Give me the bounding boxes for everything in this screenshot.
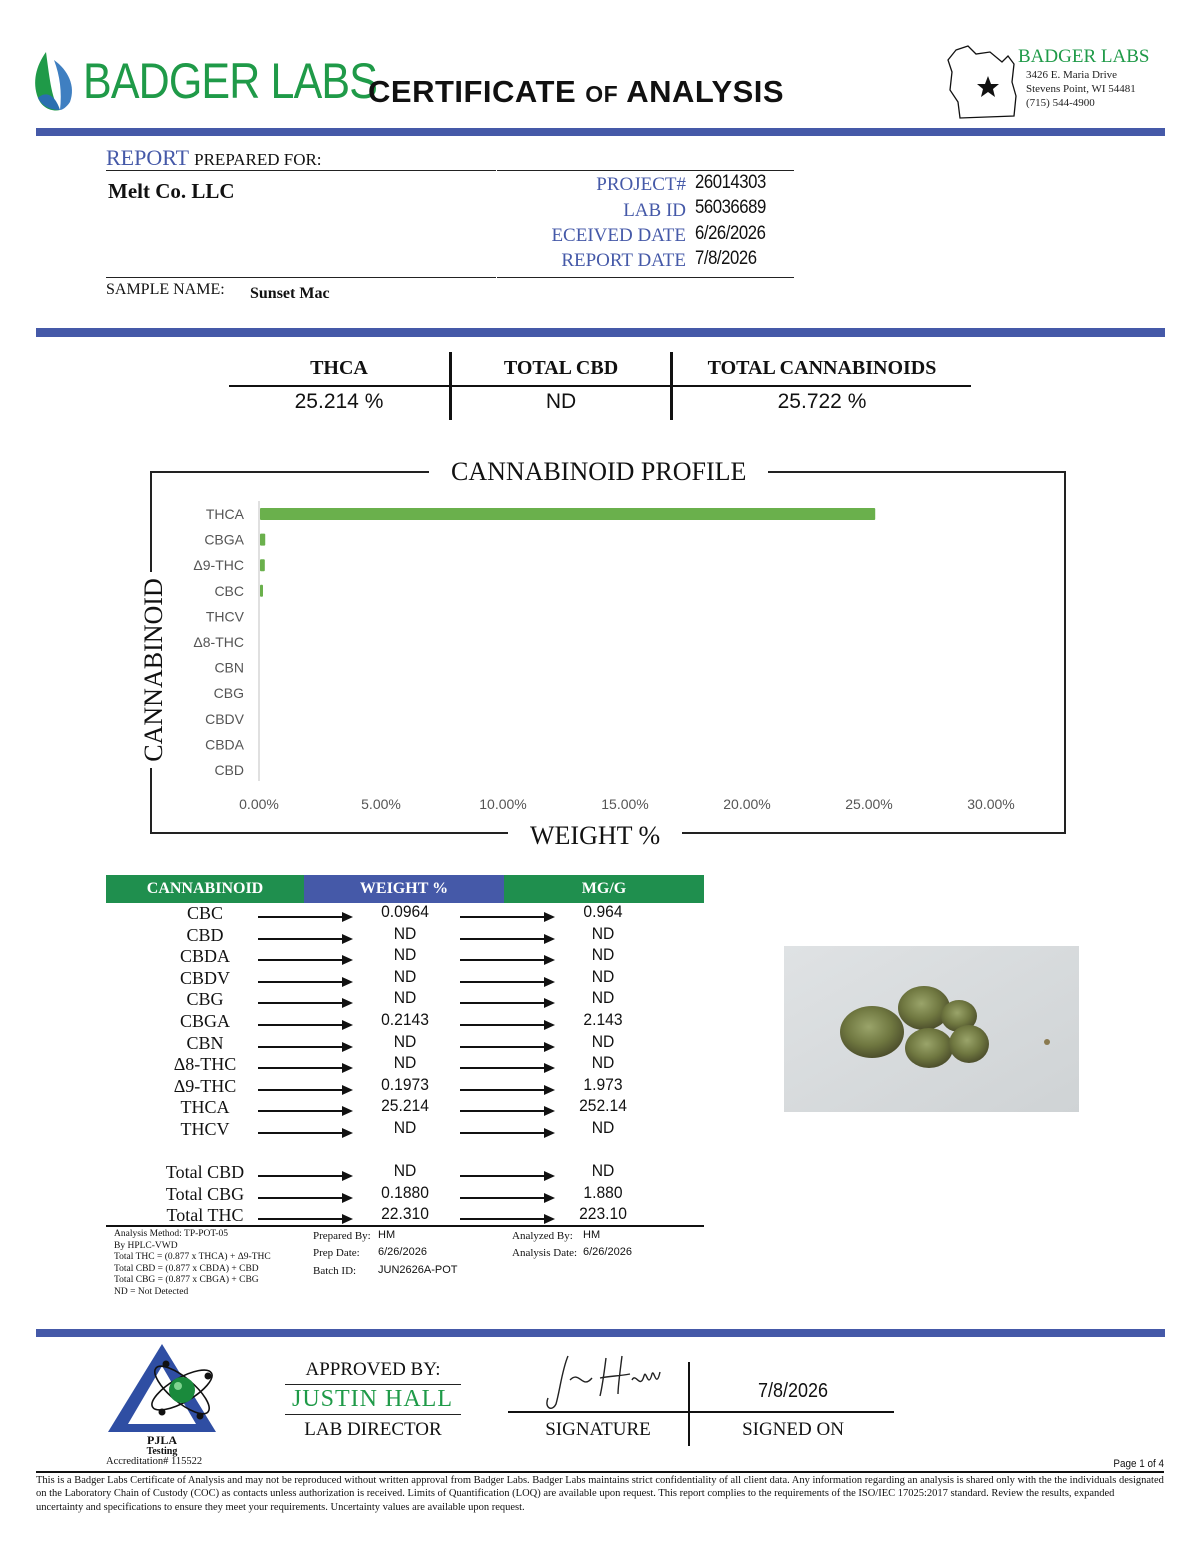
result-name: CBDV xyxy=(179,967,230,988)
row-arrow xyxy=(258,1171,353,1181)
chart-x-tick-label: 25.00% xyxy=(845,796,893,812)
chart-x-tick-label: 30.00% xyxy=(967,796,1015,812)
pjla-logo-icon xyxy=(104,1340,220,1436)
cannabinoid-bar-chart xyxy=(150,471,1066,834)
summary-thca-value: 25.214 % xyxy=(294,390,384,413)
prepared-by-value: HM xyxy=(378,1229,396,1241)
row-arrow xyxy=(460,1128,555,1138)
result-name: CBGA xyxy=(179,1011,230,1031)
row-arrow xyxy=(258,1193,353,1203)
divider xyxy=(106,170,496,171)
result-name: THCA xyxy=(180,1097,230,1118)
lab-address-line2: Stevens Point, WI 54481 xyxy=(1026,83,1136,95)
result-name: CBC xyxy=(186,903,224,923)
title-certificate: CERTIFICATE xyxy=(368,74,577,109)
title-of: OF xyxy=(585,81,619,107)
footer-rule xyxy=(36,1329,1165,1337)
result-weight: ND xyxy=(393,1053,417,1073)
result-mgg: 1.973 xyxy=(583,1074,623,1094)
row-arrow xyxy=(258,1042,353,1052)
divider xyxy=(106,277,496,278)
divider xyxy=(285,1384,461,1385)
lab-phone: (715) 544-4900 xyxy=(1026,97,1095,109)
chart-category-label: Δ9-THC xyxy=(193,557,244,574)
row-arrow xyxy=(460,1171,555,1181)
method-note: Total CBD = (0.877 x CBDA) + CBD xyxy=(114,1263,259,1274)
lab-id-label: LAB ID xyxy=(623,200,686,221)
total-name: Total CBD xyxy=(165,1162,245,1182)
chart-bar-cbc xyxy=(260,585,263,597)
signed-on-label: SIGNED ON xyxy=(742,1419,844,1440)
chart-bar-cbga xyxy=(260,534,265,546)
result-mgg: 0.964 xyxy=(583,902,623,921)
result-name: Δ9-THC xyxy=(173,1075,237,1096)
chart-bar-thca xyxy=(260,508,875,520)
result-name: CBD xyxy=(186,924,224,945)
disclaimer-rule xyxy=(36,1471,1164,1473)
total-name: Total CBG xyxy=(165,1183,245,1204)
chart-category-label: CBC xyxy=(214,582,244,599)
disclaimer-text: This is a Badger Labs Certificate of Analysis and may not be reproduced without written approval from Badger Labs. Badger Labs maintains strict confidentiality of all client data. Any information regarding an analysis is shared only with the the individuals designated on the Laboratory Chain of Custody (COC) as contacts unless authorization is received. Limits of Quantification (LOQ) are available upon request. This report complies to the requirements of the ISO/IEC 17025:2017 standard. Review the results, expanded uncertainty and specifications to ensure they meet your requirements. Uncertainty values are available upon request. xyxy=(36,1475,1164,1513)
header-rule xyxy=(36,128,1165,136)
result-mgg: 2.143 xyxy=(583,1010,623,1029)
row-arrow xyxy=(460,912,555,922)
result-weight: ND xyxy=(393,988,417,1008)
row-arrow xyxy=(460,1106,555,1116)
result-mgg: ND xyxy=(591,945,615,965)
chart-x-label: WEIGHT % xyxy=(508,821,682,851)
client-name: Melt Co. LLC xyxy=(108,179,235,203)
chart-y-label: CANNABINOID xyxy=(139,572,169,767)
project-value: 26014303 xyxy=(695,172,766,193)
method-note: By HPLC-VWD xyxy=(114,1240,178,1251)
col-header-weight: WEIGHT % xyxy=(304,875,504,903)
row-arrow xyxy=(258,1063,353,1073)
row-arrow xyxy=(258,934,353,944)
chart-category-label: CBD xyxy=(214,762,244,778)
sample-photo xyxy=(784,946,1079,1112)
result-mgg: 223.10 xyxy=(579,1204,627,1224)
prep-date-label: Prep Date: xyxy=(313,1247,360,1259)
summary-total-cbd-label: TOTAL CBD xyxy=(503,357,619,379)
divider xyxy=(497,277,794,278)
result-mgg: 1.880 xyxy=(583,1182,623,1202)
divider xyxy=(285,1414,461,1415)
result-mgg: ND xyxy=(591,988,615,1008)
results-bottom-rule xyxy=(106,1225,704,1227)
method-note: ND = Not Detected xyxy=(114,1287,189,1297)
chart-bar-δ9-thc xyxy=(260,559,265,571)
chart-x-tick-label: 10.00% xyxy=(479,796,527,812)
pjla-name: PJLA xyxy=(147,1433,177,1447)
row-arrow xyxy=(460,998,555,1008)
chart-category-label: THCV xyxy=(205,608,244,625)
result-weight: ND xyxy=(393,1118,417,1137)
batch-id-label: Batch ID: xyxy=(313,1265,357,1277)
summary-total-cbd-value: ND xyxy=(545,390,577,413)
summary-total-cannabinoids-label: TOTAL CANNABINOIDS xyxy=(707,357,937,379)
row-arrow xyxy=(258,1214,353,1224)
analyzed-by-label: Analyzed By: xyxy=(512,1230,573,1242)
pjla-sub: Testing xyxy=(146,1446,178,1457)
result-weight: 0.1973 xyxy=(381,1074,429,1094)
method-note: Total THC = (0.877 x THCA) + Δ9-THC xyxy=(114,1252,271,1263)
row-arrow xyxy=(258,998,353,1008)
brand-logo-leaf-icon xyxy=(32,52,80,112)
method-note: Total CBG = (0.877 x CBGA) + CBG xyxy=(114,1275,259,1286)
wisconsin-map-icon xyxy=(946,42,1022,122)
document-title xyxy=(368,74,784,110)
summary-rule xyxy=(229,385,971,387)
section-rule xyxy=(36,328,1165,337)
method-note: Analysis Method: TP-POT-05 xyxy=(114,1229,229,1239)
row-arrow xyxy=(460,1020,555,1030)
lab-id-value: 56036689 xyxy=(695,197,766,218)
result-mgg: ND xyxy=(591,923,615,943)
chart-category-label: CBG xyxy=(213,685,244,702)
col-header-mgg: MG/G xyxy=(504,875,704,903)
row-arrow xyxy=(460,1214,555,1224)
result-weight: 22.310 xyxy=(381,1204,429,1224)
prepared-for-heading xyxy=(106,145,322,171)
project-label: PROJECT# xyxy=(596,174,686,195)
result-name: CBDA xyxy=(179,946,230,967)
result-mgg: 252.14 xyxy=(579,1096,627,1116)
approver-name: JUSTIN HALL xyxy=(292,1386,453,1412)
result-mgg: ND xyxy=(591,1053,615,1073)
chart-x-tick-label: 5.00% xyxy=(361,796,401,812)
report-date-value: 7/8/2026 xyxy=(695,248,757,269)
sample-name-label: SAMPLE NAME: xyxy=(106,281,225,298)
sample-name: Sunset Mac xyxy=(250,285,330,302)
row-arrow xyxy=(258,955,353,965)
report-word: REPORT xyxy=(106,145,189,170)
result-weight: ND xyxy=(393,923,417,943)
row-arrow xyxy=(460,1042,555,1052)
lab-name: BADGER LABS xyxy=(1018,46,1150,67)
page-number: Page 1 of 4 xyxy=(1113,1458,1164,1470)
total-name: Total THC xyxy=(166,1205,244,1226)
analysis-date-value: 6/26/2026 xyxy=(583,1246,632,1258)
signature-label: SIGNATURE xyxy=(545,1419,651,1440)
result-name: CBG xyxy=(186,989,224,1010)
result-weight: ND xyxy=(393,945,417,965)
result-mgg: ND xyxy=(591,1031,615,1051)
lab-address-line1: 3426 E. Maria Drive xyxy=(1026,69,1118,81)
title-analysis: ANALYSIS xyxy=(626,74,785,109)
chart-x-tick-label: 0.00% xyxy=(239,796,279,812)
result-name: CBN xyxy=(186,1032,224,1053)
chart-title: CANNABINOID PROFILE xyxy=(429,457,768,487)
row-arrow xyxy=(460,1085,555,1095)
row-arrow xyxy=(258,1106,353,1116)
result-mgg: ND xyxy=(591,1118,615,1137)
received-date-value: 6/26/2026 xyxy=(695,223,766,244)
result-weight: ND xyxy=(393,966,417,986)
summary-thca-label: THCA xyxy=(310,357,368,379)
result-name: THCV xyxy=(180,1119,230,1139)
result-mgg: ND xyxy=(591,966,615,986)
report-date-label: REPORT DATE xyxy=(561,250,686,271)
row-arrow xyxy=(460,955,555,965)
received-date-label: ECEIVED DATE xyxy=(551,225,686,246)
row-arrow xyxy=(258,977,353,987)
row-arrow xyxy=(258,1020,353,1030)
approved-by-label: APPROVED BY: xyxy=(305,1359,441,1380)
result-weight: ND xyxy=(393,1161,417,1180)
chart-x-tick-label: 20.00% xyxy=(723,796,771,812)
signature-line xyxy=(508,1411,894,1413)
prepared-by-label: Prepared By: xyxy=(313,1230,371,1242)
row-arrow xyxy=(460,1063,555,1073)
chart-category-label: THCA xyxy=(205,506,244,522)
chart-category-label: Δ8-THC xyxy=(193,634,244,650)
chart-category-label: CBN xyxy=(214,659,244,676)
chart-x-tick-label: 15.00% xyxy=(601,796,649,812)
result-weight: 25.214 xyxy=(381,1096,429,1116)
row-arrow xyxy=(258,912,353,922)
result-name: Δ8-THC xyxy=(173,1054,237,1075)
handwritten-signature xyxy=(540,1350,670,1414)
result-weight: 0.2143 xyxy=(381,1010,429,1029)
col-header-cannabinoid: CANNABINOID xyxy=(106,875,304,903)
result-weight: ND xyxy=(393,1031,417,1051)
row-arrow xyxy=(460,934,555,944)
prep-date-value: 6/26/2026 xyxy=(378,1246,427,1258)
result-weight: 0.0964 xyxy=(381,902,429,921)
row-arrow xyxy=(460,977,555,987)
prepared-for-label: PREPARED FOR: xyxy=(194,150,322,169)
row-arrow xyxy=(258,1128,353,1138)
summary-total-cannabinoids-value: 25.722 % xyxy=(777,390,867,413)
row-arrow xyxy=(258,1085,353,1095)
analyzed-by-value: HM xyxy=(583,1229,601,1241)
chart-category-label: CBGA xyxy=(204,531,244,548)
signed-date: 7/8/2026 xyxy=(757,1380,829,1402)
approver-title: LAB DIRECTOR xyxy=(304,1419,442,1440)
row-arrow xyxy=(460,1193,555,1203)
brand-name: BADGER LABS xyxy=(83,53,378,109)
chart-category-label: CBDA xyxy=(205,736,244,753)
signature-divider xyxy=(688,1362,690,1446)
result-mgg: ND xyxy=(591,1161,615,1180)
accreditation-number: Accreditation# 115522 xyxy=(106,1456,203,1467)
chart-category-label: CBDV xyxy=(205,710,244,727)
analysis-date-label: Analysis Date: xyxy=(512,1247,578,1259)
result-weight: 0.1880 xyxy=(381,1182,429,1202)
batch-id-value: JUN2626A-POT xyxy=(378,1264,458,1276)
divider xyxy=(497,170,794,171)
